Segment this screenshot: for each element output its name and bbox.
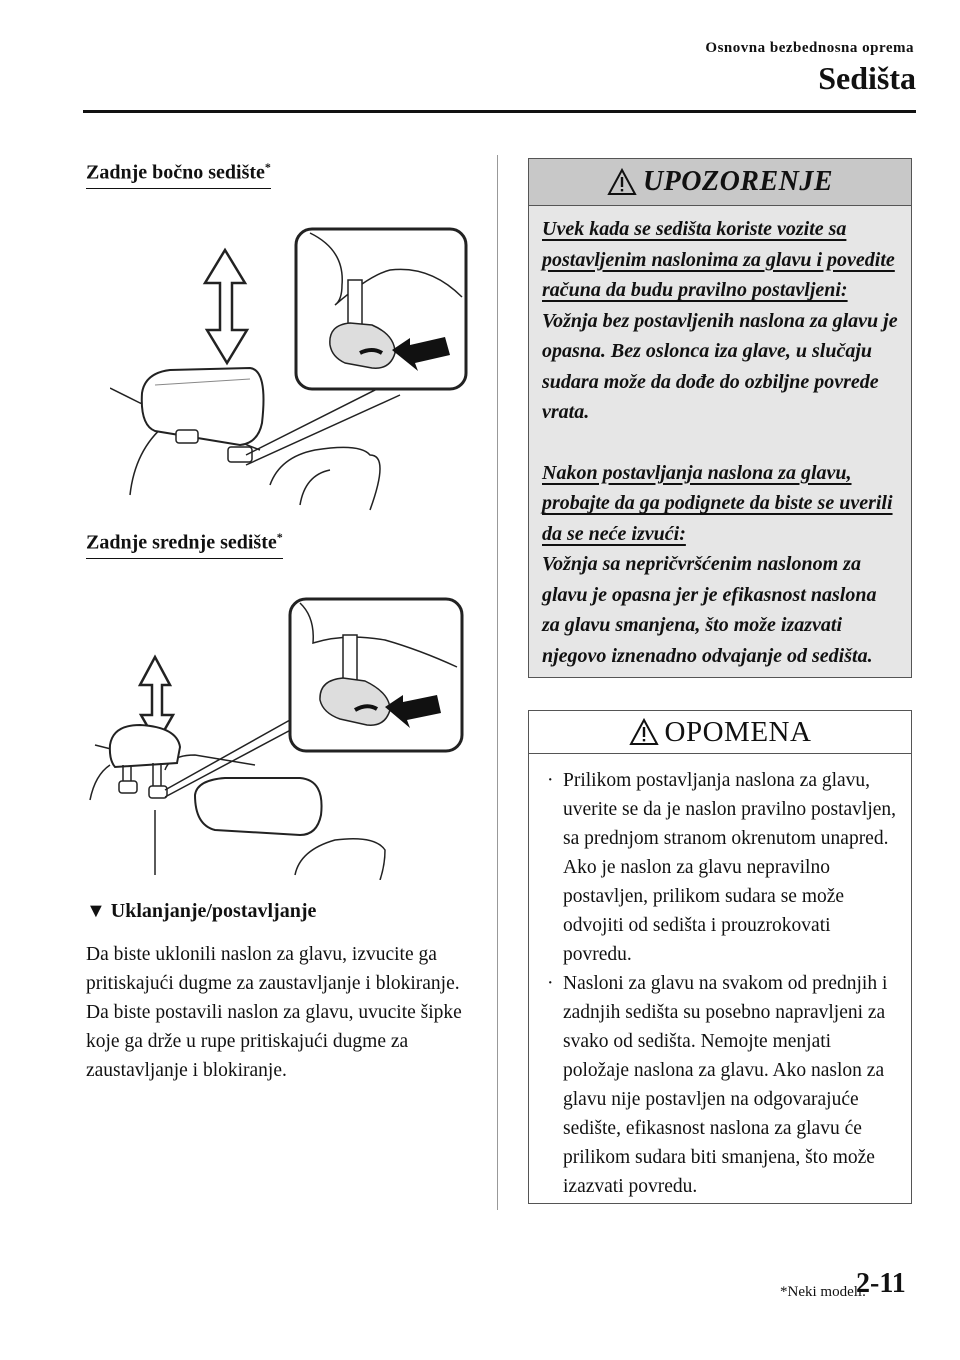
footnote: *Neki modeli. xyxy=(780,1284,866,1300)
illustration-rear-center-headrest xyxy=(85,595,475,880)
warning-triangle-icon xyxy=(607,168,637,196)
illustration-rear-outboard-headrest xyxy=(110,225,470,515)
warning-title: UPOZORENJE xyxy=(642,166,834,197)
up-down-arrow-icon xyxy=(205,250,247,363)
list-item: · Nasloni za glavu na svakom od prednjih i zadnjih sedišta su posebno napravljeni za svako od sedišta. Nemojte menjati položaje naslona za glavu. Ako naslon za glavu nije postavljen na odgovarajuće sedište, efikasnost naslona za glavu će prilikom sudara biti smanjena, što može izazvati povredu. xyxy=(547,973,888,1197)
detail-inset xyxy=(290,599,462,751)
page-number: 2-11 xyxy=(856,1268,906,1299)
list-item: · Prilikom postavljanja naslona za glavu, uverite se da je naslon pravilno postavljen, sa prednjom stranom okrenutom unapred. Ako je naslon za glavu nepravilno postavljen, prilikom sudara se može odvojiti od sedišta i prouzrokovati povredu. xyxy=(547,770,897,965)
warning-text-2: Vožnja sa nepričvršćenim naslonom za glavu je opasna jer je efikasnost naslona za glavu smanjena, što može izazvati njegovo iznenadno odvajanje od sedišta. xyxy=(542,553,877,667)
column-divider xyxy=(497,155,498,1210)
body-text xyxy=(86,940,486,1085)
warning-lead-2: Nakon postavljanja naslona za glavu, probajte da ga podignete da biste se uverili da se neće izvući: xyxy=(542,461,893,545)
section-heading: ▼ Uklanjanje/postavljanje xyxy=(86,900,317,922)
warning-text-1: Vožnja bez postavljenih naslona za glavu je opasna. Bez oslonca iza glave, u slučaju sudara može da dođe do ozbiljne povrede vrata. xyxy=(542,309,898,423)
header-rule xyxy=(83,110,916,113)
paragraph-install: Da biste postavili naslon za glavu, uvucite šipke koje ga drže u rupe pritiskajući dugme za zaustavljanje i blokiranje. xyxy=(86,1002,462,1081)
headrest-shape xyxy=(110,725,180,767)
page-title: Sedišta xyxy=(818,60,916,96)
warning-box xyxy=(528,158,912,678)
warning-lead-1: Uvek kada se sedišta koriste vozite sa postavljenim naslonima za glavu i povedite računa da budu pravilno postavljeni: xyxy=(542,218,895,301)
subheading-rear-outboard-seat: Zadnje bočno sedište* xyxy=(86,160,271,189)
caution-box xyxy=(528,710,912,1204)
paragraph-remove: Da biste uklonili naslon za glavu, izvucite ga pritiskajući dugme za zaustavljanje i blokiranje. xyxy=(86,944,460,994)
section-label: Osnovna bezbednosna oprema xyxy=(705,40,914,56)
caution-header xyxy=(529,711,911,754)
subheading-rear-center-seat: Zadnje srednje sedište* xyxy=(86,530,283,559)
warning-header xyxy=(529,159,911,206)
caution-title: OPOMENA xyxy=(664,715,812,748)
caution-triangle-icon xyxy=(629,718,659,746)
